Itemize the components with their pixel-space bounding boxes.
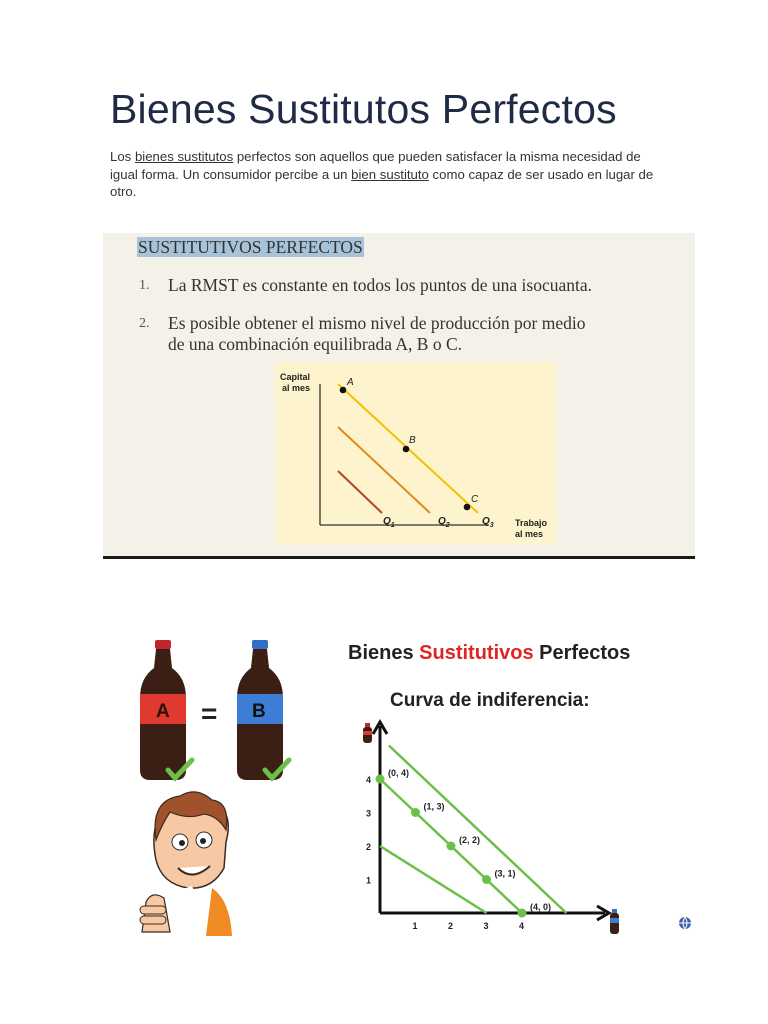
isoquant-graph-svg [275,362,557,545]
x-tick-2: 2 [448,921,454,931]
slide2-svg [100,620,702,936]
isoquant-graph [275,362,557,545]
slide1-item-2-line2: de una combinación equilibrada A, B o C. [168,334,463,354]
label-q1: $Q_1$ [383,516,395,529]
label-q3: $Q_3$ [482,516,494,529]
isoquant-q2 [338,427,430,513]
y-tick-3: 3 [366,808,372,819]
indifference-chart [363,722,691,934]
slide-sustitutivos-perfectos [103,233,695,557]
indifference-line-3 [389,746,567,914]
label-c: C [471,494,479,505]
label-a: A [347,377,354,388]
x-tick-1: 1 [412,921,418,931]
y-axis-bottle-icon [363,723,372,743]
slide1-item-1-text: La RMST es constante en todos los puntos de una isocuanta. [168,275,592,295]
y-tick-2: 2 [366,842,372,852]
y-axis-label-line2: al mes [282,383,311,393]
point-label-0: (0, 4) [388,768,410,778]
slide1-item-1-number: 1. [139,278,150,293]
intro-paragraph: Los bienes sustitutos perfectos son aquellos que pueden satisfacer la misma necesidad de igual forma. Un consumidor percibe a un bien sustituto como capaz de ser usado en lugar de otro. [110,149,654,199]
page-title: Bienes Sustitutos Perfectos [110,86,617,132]
point-2 [447,842,456,851]
point-4 [518,909,527,918]
thumbs-up-man-icon [140,792,232,936]
point-a [340,387,347,394]
bottle-b-icon [237,640,289,780]
slide1-item-2-number: 2. [139,316,150,331]
indifference-line-1 [380,846,487,913]
isoquant-q1 [338,471,382,513]
slide1-bottom-rule [103,556,695,559]
point-label-2: (2, 2) [459,835,481,845]
link-bien-sustituto[interactable]: bien sustituto [351,166,429,182]
point-b [403,446,410,453]
slide-bienes-sustitutivos [100,620,702,936]
point-label-3: (3, 1) [494,868,516,879]
globe-icon [679,917,691,929]
point-c [464,504,471,511]
y-tick-4: 4 [366,775,372,785]
x-tick-3: 3 [483,921,489,931]
x-axis-label-line2: al mes [515,529,544,539]
point-0 [376,775,385,784]
slide2-title: Bienes Sustitutivos Perfectos [348,642,631,664]
point-label-1: (1, 3) [423,801,445,812]
x-tick-4: 4 [519,921,525,931]
link-bienes-sustitutos[interactable]: bienes sustitutos [134,149,234,164]
label-b: B [409,435,416,446]
x-axis-label-line1: Trabajo [515,518,548,528]
y-tick-1: 1 [366,875,372,886]
slide1-item-2-line1: Es posible obtener el mismo nivel de producción por medio [168,313,586,333]
bottle-a-label: A [156,701,170,722]
equals-sign: = [201,698,218,729]
indifference-chart-plot [366,722,609,931]
slide2-subtitle: Curva de indiferencia: [390,690,590,711]
bottle-b-label: B [252,701,266,722]
slide1-heading: SUSTITUTIVOS PERFECTOS [138,237,363,257]
bottle-a-icon [140,640,192,780]
label-q2: $Q_2$ [438,516,450,529]
point-1 [411,808,420,817]
point-3 [482,875,491,884]
y-axis-label-line1: Capital [280,372,311,382]
point-label-4: (4, 0) [530,902,552,912]
